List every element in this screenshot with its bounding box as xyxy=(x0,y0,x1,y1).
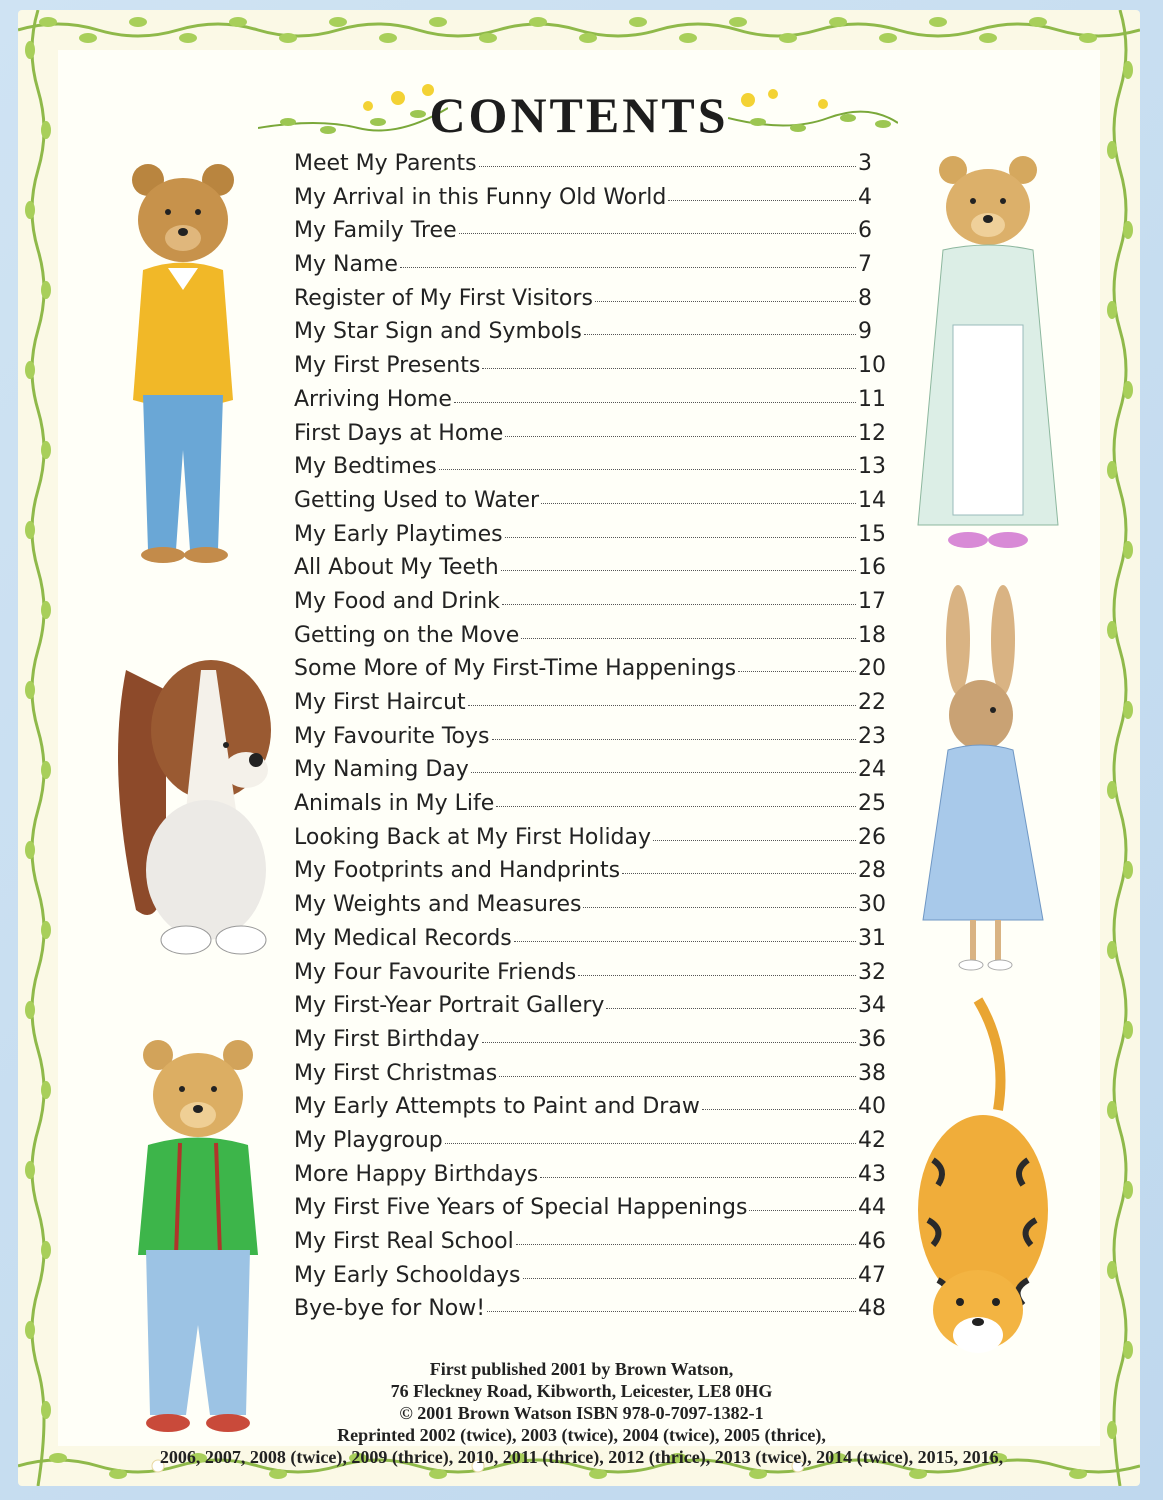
toc-entry-page: 42 xyxy=(858,1127,886,1153)
toc-entry-title: My First Christmas xyxy=(294,1060,498,1086)
imprint-line: Reprinted 2002 (twice), 2003 (twice), 2004 (twice), 2005 (thrice), xyxy=(337,1425,826,1445)
toc-entry-title: My Star Sign and Symbols xyxy=(294,319,582,345)
toc-entry-title: My Family Tree xyxy=(294,218,457,244)
toc-entry-page: 28 xyxy=(858,858,886,884)
toc-entry-page: 18 xyxy=(858,622,886,648)
page-title: CONTENTS xyxy=(429,87,729,143)
toc-entry-page: 8 xyxy=(858,285,872,311)
toc-entry-page: 26 xyxy=(858,824,886,850)
toc-entry-title: Looking Back at My First Holiday xyxy=(294,824,652,850)
toc-leader-dots xyxy=(516,1244,856,1245)
toc-leader-dots xyxy=(738,671,856,672)
toc-entry xyxy=(294,589,894,623)
toc-entry xyxy=(294,724,894,758)
toc-entry xyxy=(294,1263,894,1297)
toc-entry xyxy=(294,993,894,1027)
toc-entry xyxy=(294,353,894,387)
toc-entry-title: My First-Year Portrait Gallery xyxy=(294,993,605,1019)
toc-entry xyxy=(294,1027,894,1061)
toc-entry-title: My Bedtimes xyxy=(294,454,437,480)
toc-entry xyxy=(294,454,894,488)
toc-leader-dots xyxy=(400,267,856,268)
toc-entry xyxy=(294,1296,894,1330)
toc-entry-page: 25 xyxy=(858,791,886,817)
toc-entry-page: 9 xyxy=(858,319,872,345)
toc-entry xyxy=(294,387,894,421)
teddy-bear-apron-illustration xyxy=(908,145,1068,575)
toc-entry xyxy=(294,656,894,690)
toc-leader-dots xyxy=(482,368,856,369)
toc-entry-title: My Weights and Measures xyxy=(294,892,582,918)
toc-entry-page: 11 xyxy=(858,386,886,412)
toc-entry-title: My First Birthday xyxy=(294,1026,480,1052)
toc-leader-dots xyxy=(622,873,856,874)
toc-leader-dots xyxy=(583,907,856,908)
vine-border-left xyxy=(18,10,58,1486)
toc-entry-title: My Early Attempts to Paint and Draw xyxy=(294,1094,700,1120)
page-frame xyxy=(18,10,1140,1486)
toc-entry-title: My First Presents xyxy=(294,353,481,379)
toc-entry xyxy=(294,421,894,455)
toc-leader-dots xyxy=(505,537,856,538)
toc-entry xyxy=(294,1128,894,1162)
toc-leader-dots xyxy=(502,604,856,605)
toc-entry-page: 43 xyxy=(858,1161,886,1187)
toc-entry-page: 40 xyxy=(858,1094,886,1120)
toc-entry xyxy=(294,218,894,252)
toc-entry-title: Getting Used to Water xyxy=(294,487,540,513)
toc-entry xyxy=(294,555,894,589)
toc-leader-dots xyxy=(578,975,856,976)
toc-leader-dots xyxy=(468,705,856,706)
toc-entry xyxy=(294,488,894,522)
toc-entry-page: 36 xyxy=(858,1026,886,1052)
toc-leader-dots xyxy=(445,1143,856,1144)
toc-entry xyxy=(294,623,894,657)
toc-entry-page: 7 xyxy=(858,252,872,278)
toc-leader-dots xyxy=(496,806,856,807)
toc-entry-page: 47 xyxy=(858,1262,886,1288)
toc-entry-page: 46 xyxy=(858,1229,886,1254)
content-area xyxy=(58,50,1100,1446)
toc-leader-dots xyxy=(653,840,856,841)
teddy-bear-yellow-sweater-illustration xyxy=(108,150,258,580)
toc-entry-page: 10 xyxy=(858,353,886,379)
imprint-line: 2006, 2007, 2008 (twice), 2009 (thrice), 2010, 2011 (thrice), 2012 (thrice), 2013 (twice), 2014 (twice), 2015, 2016, xyxy=(159,1447,1004,1467)
imprint-line: © 2001 Brown Watson ISBN 978-0-7097-1382-1 xyxy=(399,1403,764,1423)
toc-entry-title: My First Haircut xyxy=(294,690,466,715)
toc-entry xyxy=(294,185,894,219)
toc-entry-title: My First Real School xyxy=(294,1229,514,1254)
toc-leader-dots xyxy=(471,772,856,773)
toc-leader-dots xyxy=(540,1177,856,1178)
toc-leader-dots xyxy=(479,166,856,167)
toc-entry-title: Some More of My First-Time Happenings xyxy=(294,656,737,682)
toc-entry-page: 12 xyxy=(858,420,886,446)
toc-entry-page: 48 xyxy=(858,1296,886,1322)
toc-entry-title: First Days at Home xyxy=(294,420,504,446)
toc-entry xyxy=(294,286,894,320)
toc-leader-dots xyxy=(749,1210,856,1211)
toc-leader-dots xyxy=(523,1278,856,1279)
toc-entry xyxy=(294,791,894,825)
toc-entry-page: 34 xyxy=(858,993,886,1019)
toc-entry-title: Bye-bye for Now! xyxy=(294,1296,486,1322)
toc-entry-title: My Arrival in this Funny Old World xyxy=(294,184,667,210)
toc-leader-dots xyxy=(606,1008,856,1009)
toc-entry-title: My Medical Records xyxy=(294,925,512,951)
toc-entry-title: My Favourite Toys xyxy=(294,723,490,749)
toc-entry-page: 20 xyxy=(858,656,886,682)
toc-entry-page: 24 xyxy=(858,757,886,783)
toc-entry-page: 38 xyxy=(858,1060,886,1086)
contents-list xyxy=(294,151,894,1330)
toc-entry-title: Meet My Parents xyxy=(294,151,477,176)
imprint-line: 76 Fleckney Road, Kibworth, Leicester, LE8 0HG xyxy=(390,1381,773,1401)
toc-entry xyxy=(294,1094,894,1128)
toc-entry xyxy=(294,252,894,286)
toc-entry xyxy=(294,757,894,791)
toc-entry-title: My Footprints and Handprints xyxy=(294,858,621,884)
toc-leader-dots xyxy=(492,739,857,740)
toc-entry-page: 23 xyxy=(858,723,886,749)
tiger-cub-illustration xyxy=(888,990,1068,1410)
toc-entry-title: My Four Favourite Friends xyxy=(294,959,577,985)
toc-leader-dots xyxy=(505,436,856,437)
toc-entry xyxy=(294,690,894,724)
toc-leader-dots xyxy=(595,301,856,302)
vine-border-top xyxy=(18,10,1140,50)
toc-entry-title: Animals in My Life xyxy=(294,791,495,817)
toc-entry-title: Register of My First Visitors xyxy=(294,285,593,311)
toc-entry-title: My Name xyxy=(294,252,398,278)
toc-leader-dots xyxy=(482,1042,856,1043)
toc-entry-page: 22 xyxy=(858,690,886,715)
toc-entry xyxy=(294,151,894,185)
toc-leader-dots xyxy=(668,200,856,201)
toc-entry-title: Arriving Home xyxy=(294,386,452,412)
toc-entry-title: My Playgroup xyxy=(294,1127,443,1153)
toc-entry xyxy=(294,522,894,556)
toc-leader-dots xyxy=(501,570,856,571)
toc-leader-dots xyxy=(521,638,856,639)
toc-leader-dots xyxy=(454,402,856,403)
toc-entry-title: My Naming Day xyxy=(294,757,469,783)
toc-leader-dots xyxy=(459,233,856,234)
flower-sprig-right-icon xyxy=(728,78,898,148)
toc-entry-page: 14 xyxy=(858,487,886,513)
toc-entry xyxy=(294,858,894,892)
toc-entry xyxy=(294,825,894,859)
toc-entry-title: Getting on the Move xyxy=(294,622,520,648)
toc-entry-title: My Food and Drink xyxy=(294,588,500,614)
toc-entry-title: My Early Playtimes xyxy=(294,521,503,547)
toc-entry-page: 4 xyxy=(858,184,872,210)
toc-entry-page: 30 xyxy=(858,892,886,918)
toc-leader-dots xyxy=(487,1311,856,1312)
toc-entry-page: 13 xyxy=(858,454,886,480)
toc-entry-page: 16 xyxy=(858,555,886,581)
toc-leader-dots xyxy=(499,1076,856,1077)
toc-leader-dots xyxy=(702,1109,856,1110)
toc-entry-page: 31 xyxy=(858,925,886,951)
toc-entry xyxy=(294,1061,894,1095)
vine-border-right xyxy=(1100,10,1140,1486)
toc-entry xyxy=(294,1195,894,1229)
toc-entry xyxy=(294,1229,894,1263)
imprint xyxy=(0,1358,1163,1468)
toc-entry-title: My First Five Years of Special Happenings xyxy=(294,1195,748,1221)
toc-entry-title: More Happy Birthdays xyxy=(294,1161,539,1187)
imprint-line: First published 2001 by Brown Watson, xyxy=(429,1359,734,1379)
rabbit-blue-dress-illustration xyxy=(903,580,1053,980)
toc-entry xyxy=(294,892,894,926)
toc-entry xyxy=(294,926,894,960)
toc-leader-dots xyxy=(541,503,856,504)
toc-entry-page: 44 xyxy=(858,1195,886,1221)
toc-entry-page: 17 xyxy=(858,588,886,614)
toc-leader-dots xyxy=(439,469,856,470)
toc-entry-page: 32 xyxy=(858,959,886,985)
toc-entry xyxy=(294,1162,894,1196)
toc-entry-title: My Early Schooldays xyxy=(294,1262,521,1288)
toc-entry xyxy=(294,319,894,353)
toc-entry-page: 15 xyxy=(858,521,886,547)
toc-entry-page: 6 xyxy=(858,218,872,244)
toc-entry-title: All About My Teeth xyxy=(294,555,499,581)
toc-entry-page: 3 xyxy=(858,151,872,176)
toc-leader-dots xyxy=(584,334,856,335)
basset-hound-illustration xyxy=(106,610,276,970)
toc-leader-dots xyxy=(514,941,856,942)
toc-entry xyxy=(294,960,894,994)
